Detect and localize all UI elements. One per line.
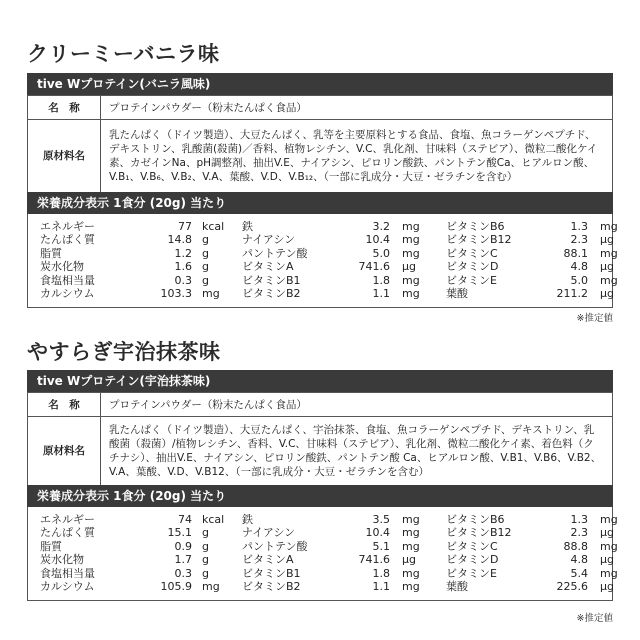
- flavor-title: クリーミーバニラ味: [27, 42, 220, 66]
- nutrient-name: ビタミンD: [446, 260, 499, 273]
- nutrient-name: ビタミンD: [446, 553, 499, 566]
- nutrient-unit: g: [202, 526, 209, 539]
- nutrient-unit: mg: [402, 219, 420, 233]
- nutrient-name: ビタミンB1: [242, 273, 301, 287]
- nutrient-unit: kcal: [202, 512, 225, 526]
- name-label: 名 称: [28, 393, 101, 417]
- nutrient-unit: mg: [402, 287, 420, 300]
- nutrient-unit: mg: [600, 566, 618, 580]
- nutrient-name: パントテン酸: [242, 246, 308, 260]
- nutrient-name: ビタミンC: [446, 539, 498, 553]
- nutrient-val: 105.9: [160, 580, 192, 593]
- nutrient-unit: mg: [600, 512, 618, 526]
- nutrient-val: 4.8: [570, 553, 588, 566]
- nutrient-name: ナイアシン: [242, 233, 296, 246]
- nutrient-val: 14.8: [167, 233, 192, 246]
- nutrient-name: たんぱく質: [40, 233, 95, 246]
- nutrient-unit: μg: [600, 233, 614, 246]
- nutrient-name: 食塩相当量: [40, 273, 95, 287]
- ingredients-row: [28, 120, 612, 192]
- nutrient-name: 鉄: [242, 219, 253, 233]
- nutrient-val: 5.0: [570, 273, 588, 287]
- nutrient-unit: mg: [600, 539, 618, 553]
- nutrient-name: ビタミンB2: [242, 287, 301, 300]
- nutrient-val: 1.8: [372, 273, 390, 287]
- nutrient-unit: mg: [202, 580, 220, 593]
- nutrient-unit: mg: [202, 287, 220, 300]
- nutrient-name: 炭水化物: [40, 553, 84, 566]
- nutrient-name: エネルギー: [40, 219, 95, 233]
- nutrient-name: ビタミンA: [242, 553, 294, 566]
- nutrition-grid: [28, 507, 618, 600]
- nutrient-val: 0.3: [174, 273, 192, 287]
- nutrition-row: [40, 526, 618, 540]
- nutrient-name: 脂質: [40, 246, 62, 260]
- nutrient-unit: g: [202, 273, 209, 287]
- nutrient-val: 88.8: [563, 539, 588, 553]
- name-row: [28, 96, 612, 120]
- nutrition-row: [40, 580, 618, 594]
- nutrient-val: 741.6: [358, 260, 390, 273]
- nutrition-row: [40, 274, 618, 288]
- nutrient-val: 1.3: [570, 512, 588, 526]
- nutrient-name: ビタミンB12: [446, 526, 512, 539]
- nutrient-val: 0.3: [174, 566, 192, 580]
- nutrient-name: たんぱく質: [40, 526, 95, 539]
- product-section-vanilla: [27, 38, 618, 308]
- nutrient-unit: mg: [600, 219, 618, 233]
- nutrient-val: 77: [178, 219, 192, 233]
- nutrient-val: 4.8: [570, 260, 588, 273]
- nutrient-unit: mg: [402, 566, 420, 580]
- product-section-matcha: [27, 336, 618, 601]
- nutrient-val: 225.6: [556, 580, 588, 593]
- nutrition-row: [40, 513, 618, 527]
- nutrient-name: ビタミンE: [446, 566, 497, 580]
- nutrient-val: 1.3: [570, 219, 588, 233]
- nutrition-row: [40, 287, 618, 301]
- nutrient-unit: μg: [402, 553, 416, 566]
- nutrient-unit: mg: [402, 539, 420, 553]
- flavor-title: やすらぎ宇治抹茶味: [27, 340, 221, 364]
- nutrient-unit: g: [202, 233, 209, 246]
- nutrient-val: 74: [178, 512, 192, 526]
- nutrient-name: ビタミンA: [242, 260, 294, 273]
- nutrient-unit: mg: [402, 233, 420, 246]
- nutrient-val: 741.6: [358, 553, 390, 566]
- nutrient-unit: g: [202, 553, 209, 566]
- name-row: [28, 393, 612, 417]
- name-label: 名 称: [28, 96, 101, 120]
- nutrition-row: [40, 553, 618, 567]
- nutrient-val: 1.6: [174, 260, 192, 273]
- nutrient-unit: μg: [600, 580, 614, 593]
- nutrient-unit: g: [202, 539, 209, 553]
- nutrient-val: 3.2: [372, 219, 390, 233]
- nutrient-name: 脂質: [40, 539, 62, 553]
- nutrient-name: ビタミンB2: [242, 580, 301, 593]
- nutrient-unit: μg: [600, 553, 614, 566]
- estimate-note: ※推定値: [576, 313, 613, 324]
- nutrient-name: ビタミンE: [446, 273, 497, 287]
- nutrient-val: 1.1: [372, 580, 390, 593]
- ingredients-label: 原材料名: [28, 120, 101, 192]
- nutrient-unit: kcal: [202, 219, 225, 233]
- nutrient-unit: μg: [402, 260, 416, 273]
- nutrition-row: [40, 567, 618, 581]
- nutrition-box: [27, 507, 618, 601]
- name-value: プロテインパウダー（粉末たんぱく食品）: [101, 96, 613, 120]
- nutrient-unit: mg: [402, 512, 420, 526]
- nutrition-row: [40, 233, 618, 247]
- nutrient-name: カルシウム: [40, 580, 95, 593]
- nutrient-val: 1.7: [174, 553, 192, 566]
- nutrient-unit: mg: [600, 273, 618, 287]
- nutrition-row: [40, 220, 618, 234]
- nutrient-unit: mg: [402, 273, 420, 287]
- nutrient-val: 1.8: [372, 566, 390, 580]
- name-value: プロテインパウダー（粉末たんぱく食品）: [101, 393, 613, 417]
- nutrient-val: 0.9: [174, 539, 192, 553]
- ingredients-value: 乳たんぱく（ドイツ製造）、大豆たんぱく、宇治抹茶、食塩、魚コラーゲンペプチド、デキストリン、乳酸菌（殺菌）/植物レシチン、香料、V.C、甘味料（ステビア）、乳化剤、微粒二酸化ケイ素、着色料（クチナシ）、抽出V.E、ナイアシン、ピロリン酸鉄、パントテン酸 Ca、ヒアルロン酸、V.B1、V.B6、V.B2、V.A、葉酸、V.D、V.B12、（一部に乳成分・大豆・ゼラチンを含む）: [101, 417, 613, 485]
- nutrient-name: ビタミンC: [446, 246, 498, 260]
- nutrient-val: 2.3: [570, 233, 588, 246]
- product-name-bar: tive Wプロテイン(宇治抹茶味): [27, 370, 613, 392]
- nutrient-val: 103.3: [160, 287, 192, 300]
- product-name-bar: tive Wプロテイン(バニラ風味): [27, 73, 613, 95]
- nutrient-val: 1.2: [174, 246, 192, 260]
- nutrient-val: 5.0: [372, 246, 390, 260]
- nutrient-unit: μg: [600, 287, 614, 300]
- nutrient-unit: μg: [600, 260, 614, 273]
- nutrition-row: [40, 247, 618, 261]
- nutrient-unit: g: [202, 260, 209, 273]
- nutrition-box: [27, 214, 618, 308]
- nutrient-val: 211.2: [556, 287, 588, 300]
- nutrient-name: エネルギー: [40, 512, 95, 526]
- nutrient-name: 鉄: [242, 512, 253, 526]
- nutrient-val: 2.3: [570, 526, 588, 539]
- nutrition-row: [40, 540, 618, 554]
- nutrient-val: 3.5: [372, 512, 390, 526]
- nutrient-val: 88.1: [563, 246, 588, 260]
- nutrient-unit: g: [202, 246, 209, 260]
- nutrient-val: 5.1: [372, 539, 390, 553]
- nutrient-name: ビタミンB6: [446, 219, 505, 233]
- nutrient-name: 炭水化物: [40, 260, 84, 273]
- nutrient-name: ナイアシン: [242, 526, 296, 539]
- nutrient-val: 10.4: [365, 233, 390, 246]
- nutrient-unit: mg: [402, 526, 420, 539]
- nutrient-name: 葉酸: [446, 580, 468, 593]
- spec-table: [28, 95, 612, 192]
- nutrient-val: 10.4: [365, 526, 390, 539]
- nutrient-unit: mg: [600, 246, 618, 260]
- nutrient-val: 1.1: [372, 287, 390, 300]
- estimate-note: ※推定値: [576, 613, 613, 624]
- nutrient-name: カルシウム: [40, 287, 95, 300]
- nutrient-name: パントテン酸: [242, 539, 308, 553]
- nutrition-header: 栄養成分表示 1食分 (20g) 当たり: [27, 485, 613, 507]
- spec-table: [28, 392, 612, 485]
- ingredients-value: 乳たんぱく（ドイツ製造）、大豆たんぱく、乳等を主要原料とする食品、食塩、魚コラーゲンペプチド、デキストリン、乳酸菌(殺菌)／香料、植物レシチン、V.C、乳化剤、甘味料（ステビア）、微粒二酸化ケイ素、カゼインNa、pH調整剤、抽出V.E、ナイアシン、ピロリン酸鉄、パントテン酸Ca、ヒアルロン酸、V.B₁、V.B₆、V.B₂、V.A、葉酸、V.D、V.B₁₂、（一部に乳成分・大豆・ゼラチンを含む）: [101, 120, 613, 192]
- nutrition-rows: [40, 513, 618, 594]
- nutrient-val: 5.4: [570, 566, 588, 580]
- nutrient-unit: g: [202, 566, 209, 580]
- nutrient-name: ビタミンB1: [242, 566, 301, 580]
- nutrient-name: 葉酸: [446, 287, 468, 300]
- spec-table-wrap: [27, 392, 613, 485]
- spec-table-wrap: [27, 95, 613, 192]
- nutrition-header: 栄養成分表示 1食分 (20g) 当たり: [27, 192, 613, 214]
- nutrient-val: 15.1: [167, 526, 192, 539]
- ingredients-row: [28, 417, 612, 485]
- ingredients-label: 原材料名: [28, 417, 101, 485]
- nutrient-name: ビタミンB12: [446, 233, 512, 246]
- nutrient-name: 食塩相当量: [40, 566, 95, 580]
- nutrition-rows: [40, 220, 618, 301]
- nutrition-row: [40, 260, 618, 274]
- nutrient-name: ビタミンB6: [446, 512, 505, 526]
- nutrient-unit: mg: [402, 246, 420, 260]
- nutrient-unit: mg: [402, 580, 420, 593]
- nutrient-unit: μg: [600, 526, 614, 539]
- nutrition-grid: [28, 214, 618, 307]
